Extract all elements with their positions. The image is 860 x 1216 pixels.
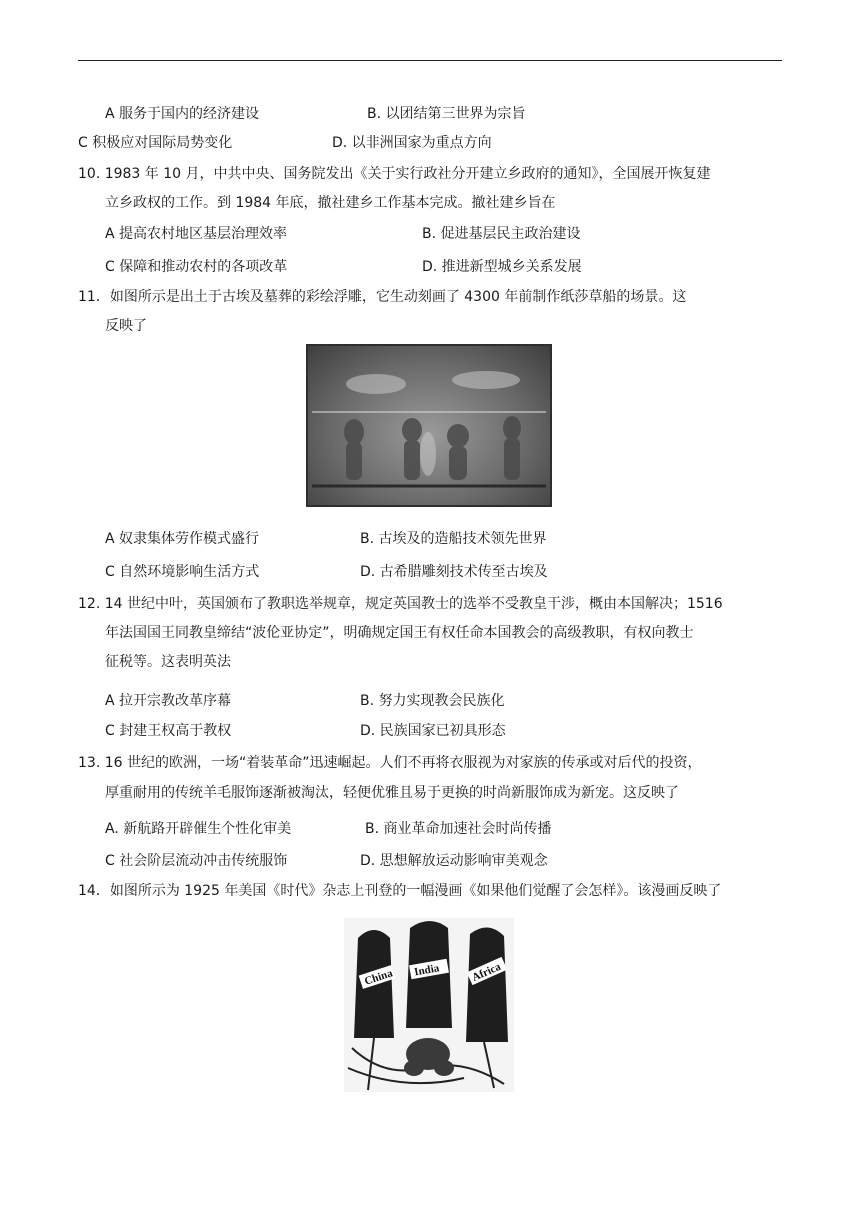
q9-option-c: C 积极应对国际局势变化 — [78, 135, 233, 151]
cartoon-label-india: India — [413, 962, 441, 979]
q10-stem-line1: 10. 1983 年 10 月，中共中央、国务院发出《关于实行政社分开建立乡政府的通知》，全国展开恢复建 — [78, 166, 711, 182]
q13-stem-line1: 13. 16 世纪的欧洲，一场“着装革命”迅速崛起。人们不再将衣服视为对家族的传承或对后代的投资， — [78, 755, 702, 771]
q9-option-b: B. 以团结第三世界为宗旨 — [367, 106, 526, 122]
q13-option-b: B. 商业革命加速社会时尚传播 — [365, 821, 552, 837]
header-rule — [78, 60, 782, 61]
q11-stem-line2: 反映了 — [105, 318, 147, 334]
q10-option-b: B. 促进基层民主政治建设 — [422, 226, 581, 242]
egyptian-relief-image — [306, 344, 552, 507]
cartoon-label-china: China — [363, 967, 395, 988]
q12-option-a: A 拉开宗教改革序幕 — [105, 693, 232, 709]
q9-option-d: D. 以非洲国家为重点方向 — [332, 135, 492, 151]
q9-option-a: A 服务于国内的经济建设 — [105, 106, 260, 122]
q11-option-d: D. 古希腊雕刻技术传至古埃及 — [360, 564, 548, 580]
q12-stem-line3: 征税等。这表明英法 — [105, 654, 231, 670]
q11-stem-line1: 11．如图所示是出土于古埃及墓葬的彩绘浮雕，它生动刻画了 4300 年前制作纸莎草船的场景。这 — [78, 289, 687, 305]
q14-stem-line1: 14．如图所示为 1925 年美国《时代》杂志上刊登的一幅漫画《如果他们觉醒了会怎样》。该漫画反映了 — [78, 883, 722, 899]
q10-stem-line2: 立乡政权的工作。到 1984 年底，撤社建乡工作基本完成。撤社建乡旨在 — [105, 195, 556, 211]
q13-option-a: A. 新航路开辟催生个性化审美 — [105, 821, 292, 837]
q12-option-d: D. 民族国家已初具形态 — [360, 723, 506, 739]
q12-option-c: C 封建王权高于教权 — [105, 723, 232, 739]
q12-option-b: B. 努力实现教会民族化 — [360, 693, 505, 709]
q11-option-a: A 奴隶集体劳作模式盛行 — [105, 531, 260, 547]
q11-option-c: C 自然环境影响生活方式 — [105, 564, 260, 580]
q10-option-a: A 提高农村地区基层治理效率 — [105, 226, 288, 242]
political-cartoon-image — [344, 918, 514, 1092]
q12-stem-line2: 年法国国王同教皇缔结“波伦亚协定”，明确规定国王有权任命本国教会的高级教职，有权向教士 — [105, 625, 694, 641]
cartoon-label-africa: Africa — [470, 960, 503, 984]
q12-stem-line1: 12. 14 世纪中叶，英国颁布了教职选举规章，规定英国教士的选举不受教皇干涉，概由本国解决；1516 — [78, 596, 723, 612]
q11-option-b: B. 古埃及的造船技术领先世界 — [360, 531, 547, 547]
q13-option-d: D. 思想解放运动影响审美观念 — [360, 853, 548, 869]
q13-option-c: C 社会阶层流动冲击传统服饰 — [105, 853, 288, 869]
q10-option-d: D. 推进新型城乡关系发展 — [422, 259, 582, 275]
q10-option-c: C 保障和推动农村的各项改革 — [105, 259, 288, 275]
q13-stem-line2: 厚重耐用的传统羊毛服饰逐渐被淘汰，轻便优雅且易于更换的时尚新服饰成为新宠。这反映了 — [105, 785, 679, 801]
